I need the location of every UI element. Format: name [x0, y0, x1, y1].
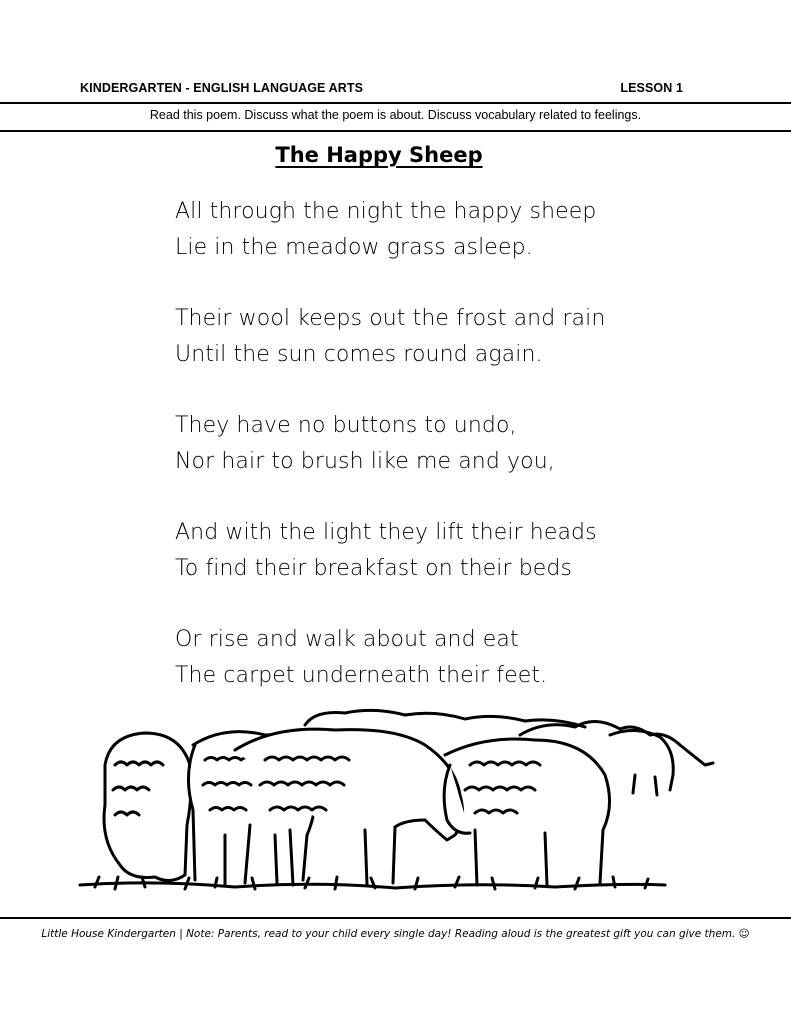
poem-line: Their wool keeps out the frost and rain: [175, 306, 606, 331]
instructions-divider: [0, 130, 791, 132]
poem-line: The carpet underneath their feet.: [175, 663, 548, 688]
grazing-sheep-illustration: [75, 705, 715, 915]
sheep-back-right: [610, 730, 673, 795]
poem-line: Or rise and walk about and eat: [175, 627, 519, 652]
poem-title: The Happy Sheep: [275, 143, 483, 167]
sheep-right: [444, 739, 609, 885]
stanza: [175, 622, 735, 694]
poem-line: To find their breakfast on their beds: [175, 556, 573, 581]
lesson-label: LESSON 1: [620, 81, 683, 95]
poem-line: Nor hair to brush like me and you,: [175, 449, 555, 474]
stanza: [175, 515, 735, 587]
poem-line: They have no buttons to undo,: [175, 413, 517, 438]
footer-note: Little House Kindergarten | Note: Parents, read to your child every single day! Reading aloud is the greatest gift you can give them. ☺: [41, 928, 750, 940]
stanza: [175, 194, 735, 266]
poem-body: [175, 194, 735, 729]
footer-divider: [0, 917, 791, 919]
stanza: [175, 301, 735, 373]
header-divider: [0, 102, 791, 104]
poem-line: All through the night the happy sheep: [175, 199, 597, 224]
page-header: [80, 80, 683, 96]
stanza: [175, 408, 735, 480]
sheep-distant-outline: [305, 710, 585, 727]
poem-line: Lie in the meadow grass asleep.: [175, 235, 533, 260]
sheep-left: [104, 733, 191, 881]
course-label: KINDERGARTEN - ENGLISH LANGUAGE ARTS: [80, 81, 364, 95]
instructions-text: Read this poem. Discuss what the poem is about. Discuss vocabulary related to feelings.: [149, 108, 642, 122]
poem-line: And with the light they lift their heads: [175, 520, 597, 545]
poem-line: Until the sun comes round again.: [175, 342, 543, 367]
